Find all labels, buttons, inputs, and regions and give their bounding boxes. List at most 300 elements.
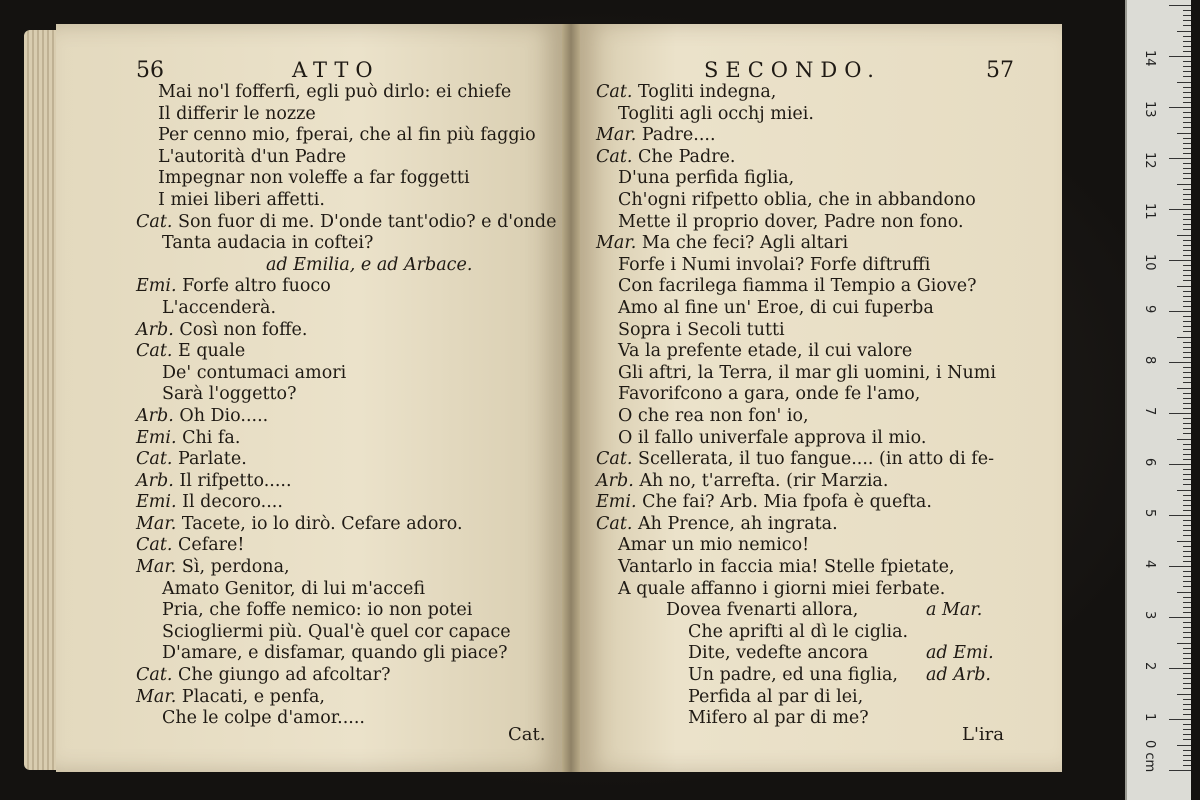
text-line <box>136 147 556 169</box>
ruler-tick <box>1183 316 1191 317</box>
ruler-tick <box>1183 46 1191 47</box>
speaker-name: Cat. <box>136 449 178 470</box>
ruler-label: 10 <box>1142 254 1157 271</box>
ruler-tick <box>1183 581 1191 582</box>
ruler-tick <box>1183 403 1191 404</box>
ruler-tick <box>1183 255 1191 256</box>
line-text: A quale affanno i giorni miei ferbate. <box>618 578 946 599</box>
text-line <box>136 255 556 277</box>
ruler-tick <box>1183 143 1191 144</box>
text-line <box>596 708 996 730</box>
ruler-tick <box>1183 525 1191 526</box>
text-line <box>136 341 556 363</box>
ruler-label: 5 <box>1142 509 1157 518</box>
ruler-tick <box>1183 153 1191 154</box>
line-text: Gli aftri, la Terra, il mar gli uomini, i Numi <box>618 362 996 383</box>
line-text: Oh Dio..... <box>179 405 269 426</box>
text-line <box>596 255 996 277</box>
ruler-tick <box>1183 551 1191 552</box>
ruler-tick <box>1183 454 1191 455</box>
ruler-tick <box>1183 561 1191 562</box>
ruler-tick <box>1183 433 1191 434</box>
ruler-tick <box>1177 286 1191 287</box>
ruler-tick <box>1183 25 1191 26</box>
ruler-tick <box>1183 265 1191 266</box>
right-running-head: SECONDO. <box>704 58 881 82</box>
ruler-tick <box>1183 229 1191 230</box>
text-line <box>136 665 556 687</box>
text-line <box>136 212 556 234</box>
ruler-tick <box>1177 439 1191 440</box>
ruler-tick <box>1183 500 1191 501</box>
ruler-tick <box>1183 484 1191 485</box>
ruler-tick <box>1183 699 1191 700</box>
ruler-tick <box>1183 122 1191 123</box>
ruler-tick <box>1183 347 1191 348</box>
ruler-tick <box>1177 235 1191 236</box>
text-line <box>136 233 556 255</box>
ruler-tick <box>1177 133 1191 134</box>
text-line <box>596 168 996 190</box>
ruler-tick <box>1183 173 1191 174</box>
text-line <box>596 384 996 406</box>
ruler-tick <box>1183 755 1191 756</box>
ruler-label: 0 cm <box>1142 740 1157 773</box>
ruler-tick <box>1183 535 1191 536</box>
ruler-tick <box>1183 138 1191 139</box>
text-line <box>136 622 556 644</box>
text-line <box>596 687 996 709</box>
line-text: De' contumaci amori <box>162 362 347 383</box>
line-text: Dovea fvenarti allora, <box>666 600 859 621</box>
ruler-tick <box>1183 199 1191 200</box>
ruler-tick <box>1177 337 1191 338</box>
ruler-tick <box>1183 632 1191 633</box>
line-text: Che le colpe d'amor..... <box>162 708 365 729</box>
ruler-tick <box>1183 245 1191 246</box>
ruler-tick <box>1177 694 1191 695</box>
ruler-tick <box>1183 321 1191 322</box>
line-text: Un padre, ed una figlia, <box>688 665 898 686</box>
ruler-tick <box>1183 459 1191 460</box>
speaker-name: Emi. <box>136 427 183 448</box>
line-text: O che rea non fon' io, <box>618 405 809 426</box>
ruler-tick <box>1169 566 1191 567</box>
ruler-tick <box>1183 306 1191 307</box>
text-line <box>596 212 996 234</box>
line-text: Son fuor di me. D'onde tant'odio? e d'onde <box>177 211 557 232</box>
text-line <box>596 276 996 298</box>
ruler-tick <box>1183 377 1191 378</box>
ruler-tick <box>1183 505 1191 506</box>
line-text: Ch'ogni rifpetto oblia, che in abbandono <box>618 189 976 210</box>
text-line <box>596 492 996 514</box>
left-running-head: ATTO <box>292 58 380 82</box>
ruler-tick <box>1183 714 1191 715</box>
ruler-tick <box>1177 643 1191 644</box>
line-text: Perfida al par di lei, <box>688 686 864 707</box>
text-line <box>596 665 996 687</box>
text-line <box>596 190 996 212</box>
ruler-tick <box>1183 688 1191 689</box>
line-text: Placati, e penfa, <box>181 686 325 707</box>
speaker-name: Emi. <box>596 492 643 513</box>
line-text: E quale <box>177 341 246 362</box>
ruler-tick <box>1183 194 1191 195</box>
ruler-tick <box>1183 367 1191 368</box>
ruler-tick <box>1183 36 1191 37</box>
ruler-tick <box>1183 418 1191 419</box>
line-text: Per cenno mio, fperai, che al fin più faggio <box>158 125 536 146</box>
ruler-tick <box>1183 597 1191 598</box>
line-text: Amar un mio nemico! <box>618 535 810 556</box>
ruler-label: 13 <box>1142 101 1157 118</box>
book-gutter <box>562 24 580 772</box>
line-text: D'una perfida figlia, <box>618 168 795 189</box>
ruler-tick <box>1169 413 1191 414</box>
ruler-tick <box>1183 408 1191 409</box>
ruler-tick <box>1169 362 1191 363</box>
speaker-name: Arb. <box>596 470 640 491</box>
text-line <box>596 535 996 557</box>
measuring-ruler <box>1125 0 1191 800</box>
text-line <box>136 168 556 190</box>
ruler-tick <box>1183 398 1191 399</box>
speaker-name: Mar. <box>136 557 182 578</box>
line-text: L'accenderà. <box>162 297 277 318</box>
line-text: Sì, perdona, <box>181 557 290 578</box>
ruler-tick <box>1183 219 1191 220</box>
ruler-label: 4 <box>1142 560 1157 569</box>
text-line <box>136 298 556 320</box>
text-line <box>596 514 996 536</box>
ruler-tick <box>1183 51 1191 52</box>
ruler-tick <box>1183 117 1191 118</box>
ruler-tick <box>1183 449 1191 450</box>
text-line <box>136 579 556 601</box>
speaker-name: Arb. <box>136 405 180 426</box>
ruler-tick <box>1183 530 1191 531</box>
line-text: Impegnar non voleffe a far foggetti <box>158 168 470 189</box>
text-line <box>136 643 556 665</box>
text-line <box>136 125 556 147</box>
ruler-tick <box>1183 357 1191 358</box>
speaker-name: Cat. <box>596 146 638 167</box>
text-line <box>136 276 556 298</box>
text-line <box>596 147 996 169</box>
ruler-tick <box>1183 71 1191 72</box>
text-line <box>596 104 996 126</box>
text-line <box>136 104 556 126</box>
right-catchword: L'ira <box>962 724 1004 745</box>
text-line <box>136 428 556 450</box>
text-line <box>136 320 556 342</box>
line-text: Parlate. <box>177 449 247 470</box>
text-line <box>136 406 556 428</box>
line-text: Tacete, io lo dirò. Cefare adoro. <box>181 513 463 534</box>
ruler-tick <box>1183 178 1191 179</box>
ruler-tick <box>1169 158 1191 159</box>
stage-direction: a Mar. <box>926 600 983 621</box>
ruler-tick <box>1183 204 1191 205</box>
ruler-tick <box>1169 260 1191 261</box>
line-text: Sarà l'oggetto? <box>162 384 297 405</box>
ruler-label: 3 <box>1142 611 1157 620</box>
ruler-tick <box>1183 326 1191 327</box>
speaker-name: Cat. <box>136 535 178 556</box>
text-line <box>136 384 556 406</box>
left-catchword: Cat. <box>508 724 546 745</box>
line-text: Chi fa. <box>182 427 241 448</box>
speaker-name: Mar. <box>136 686 182 707</box>
ruler-tick <box>1183 637 1191 638</box>
text-line <box>136 492 556 514</box>
ruler-tick <box>1183 765 1191 766</box>
left-page <box>56 24 562 772</box>
line-text: Vantarlo in faccia mia! Stelle fpietate, <box>618 557 955 578</box>
line-text: Così non foffe. <box>179 319 308 340</box>
text-line <box>596 82 996 104</box>
ruler-tick <box>1177 745 1191 746</box>
ruler-tick <box>1183 112 1191 113</box>
speaker-name: Arb. <box>136 470 180 491</box>
ruler-tick <box>1183 658 1191 659</box>
speaker-name: Emi. <box>136 276 183 297</box>
ruler-tick <box>1183 102 1191 103</box>
ruler-label: 12 <box>1142 152 1157 169</box>
ruler-tick <box>1183 495 1191 496</box>
ruler-label: 9 <box>1142 305 1157 314</box>
line-text: Che aprifti al dì le ciglia. <box>688 621 909 642</box>
ruler-tick <box>1183 750 1191 751</box>
ruler-tick <box>1183 678 1191 679</box>
line-text: Cefare! <box>177 535 245 556</box>
line-text: Va la prefente etade, il cui valore <box>618 341 913 362</box>
ruler-tick <box>1183 280 1191 281</box>
ruler-tick <box>1183 168 1191 169</box>
text-line <box>136 449 556 471</box>
ruler-tick <box>1183 189 1191 190</box>
ruler-tick <box>1177 592 1191 593</box>
speaker-name: Cat. <box>596 513 638 534</box>
ruler-tick <box>1183 275 1191 276</box>
line-text: Mette il proprio dover, Padre non fono. <box>618 211 964 232</box>
speaker-name: Arb. <box>136 319 180 340</box>
ruler-tick <box>1169 56 1191 57</box>
speaker-name: Cat. <box>136 665 178 686</box>
ruler-tick <box>1183 301 1191 302</box>
ruler-tick <box>1169 209 1191 210</box>
line-text: Amo al fine un' Eroe, di cui fuperba <box>618 297 934 318</box>
ruler-tick <box>1183 428 1191 429</box>
ruler-tick <box>1183 331 1191 332</box>
text-line <box>596 471 996 493</box>
ruler-tick <box>1183 76 1191 77</box>
ruler-tick <box>1183 546 1191 547</box>
ruler-tick <box>1183 724 1191 725</box>
ruler-tick <box>1183 683 1191 684</box>
ruler-tick <box>1183 97 1191 98</box>
line-text: Scellerata, il tuo fangue.... (in atto di fe- <box>637 449 995 470</box>
ruler-tick <box>1183 87 1191 88</box>
ruler-tick <box>1183 444 1191 445</box>
line-text: Ah Prence, ah ingrata. <box>637 513 838 534</box>
ruler-tick <box>1183 270 1191 271</box>
line-text: Sopra i Secoli tutti <box>618 319 785 340</box>
ruler-tick <box>1183 382 1191 383</box>
ruler-tick <box>1183 20 1191 21</box>
speaker-name: Mar. <box>596 233 642 254</box>
line-text: Amato Genitor, di lui m'accefi <box>162 578 425 599</box>
line-text: Che fai? Arb. Mia fpofa è quefta. <box>642 492 932 513</box>
line-text: Togliti agli occhj miei. <box>618 103 814 124</box>
ruler-tick <box>1183 760 1191 761</box>
ruler-tick <box>1183 586 1191 587</box>
ruler-tick <box>1183 127 1191 128</box>
ruler-tick <box>1183 250 1191 251</box>
ruler-tick <box>1183 163 1191 164</box>
line-text: Dite, vedefte ancora <box>688 643 869 664</box>
speaker-name: Cat. <box>136 341 178 362</box>
text-line <box>136 514 556 536</box>
line-text: D'amare, e disfamar, quando gli piace? <box>162 643 508 664</box>
text-line <box>136 363 556 385</box>
ruler-tick <box>1169 719 1191 720</box>
line-text: Il decoro.... <box>182 492 283 513</box>
line-text: Tanta audacia in coftei? <box>162 233 374 254</box>
text-line <box>596 341 996 363</box>
ruler-tick <box>1183 673 1191 674</box>
ruler-tick <box>1177 184 1191 185</box>
ruler-tick <box>1177 541 1191 542</box>
text-line <box>596 233 996 255</box>
ruler-tick <box>1183 479 1191 480</box>
text-line <box>596 579 996 601</box>
line-text: Togliti indegna, <box>637 82 777 102</box>
ruler-tick <box>1183 704 1191 705</box>
ruler-tick <box>1177 388 1191 389</box>
ruler-tick <box>1183 627 1191 628</box>
ruler-label: 2 <box>1142 662 1157 671</box>
ruler-tick <box>1183 423 1191 424</box>
stage-direction: ad Emi. <box>926 643 994 664</box>
text-line <box>596 363 996 385</box>
line-text: Favorifcono a gara, onde fe l'amo, <box>618 384 921 405</box>
speaker-name: Emi. <box>136 492 183 513</box>
speaker-name: Mar. <box>596 125 642 146</box>
line-text: Ah no, t'arrefta. (rir Marzia. <box>639 470 889 491</box>
text-line <box>136 687 556 709</box>
ruler-tick <box>1183 214 1191 215</box>
line-text: O il fallo univerfale approva il mio. <box>618 427 927 448</box>
ruler-tick <box>1177 82 1191 83</box>
ruler-tick <box>1183 224 1191 225</box>
line-text: Forfe i Numi involai? Forfe diftruffi <box>618 254 931 275</box>
ruler-tick <box>1183 612 1191 613</box>
line-text: Pria, che foffe nemico: io non potei <box>162 600 473 621</box>
line-text: Che giungo ad afcoltar? <box>177 665 391 686</box>
left-text-block <box>136 82 556 730</box>
ruler-tick <box>1183 602 1191 603</box>
ruler-tick <box>1177 490 1191 491</box>
ruler-tick <box>1183 622 1191 623</box>
line-text: Il rifpetto..... <box>179 470 292 491</box>
text-line <box>136 535 556 557</box>
text-line <box>596 557 996 579</box>
line-text: Padre.... <box>641 125 716 146</box>
ruler-tick <box>1183 556 1191 557</box>
speaker-name: Mar. <box>136 513 182 534</box>
ruler-label: 1 <box>1142 713 1157 722</box>
ruler-tick <box>1183 342 1191 343</box>
ruler-tick <box>1169 515 1191 516</box>
ruler-tick <box>1169 668 1191 669</box>
ruler-tick <box>1177 31 1191 32</box>
text-line <box>596 320 996 342</box>
text-line <box>596 622 996 644</box>
ruler-tick <box>1183 729 1191 730</box>
line-text: Forfe altro fuoco <box>182 276 331 297</box>
ruler-tick <box>1183 15 1191 16</box>
text-line <box>136 557 556 579</box>
speaker-name: Cat. <box>136 211 178 232</box>
ruler-tick <box>1183 291 1191 292</box>
ruler-tick <box>1169 617 1191 618</box>
ruler-label: 11 <box>1142 203 1157 220</box>
text-line <box>596 298 996 320</box>
right-page-number: 57 <box>986 58 1014 83</box>
text-line <box>136 82 556 104</box>
ruler-tick <box>1183 393 1191 394</box>
text-line <box>136 708 556 730</box>
ruler-label: 14 <box>1142 50 1157 67</box>
ruler-tick <box>1169 311 1191 312</box>
text-line <box>136 600 556 622</box>
line-text: I miei liberi affetti. <box>158 189 325 210</box>
ruler-tick <box>1183 10 1191 11</box>
ruler-tick <box>1183 653 1191 654</box>
left-page-number: 56 <box>136 58 164 83</box>
ruler-tick <box>1183 648 1191 649</box>
ruler-label: 6 <box>1142 458 1157 467</box>
stage-direction: ad Arb. <box>926 665 991 686</box>
ruler-tick <box>1169 5 1191 6</box>
line-text: Sciogliermi più. Qual'è quel cor capace <box>162 621 511 642</box>
text-line <box>596 643 996 665</box>
text-line <box>596 428 996 450</box>
line-text: ad Emilia, e ad Arbace. <box>266 254 473 275</box>
ruler-tick <box>1183 510 1191 511</box>
ruler-tick <box>1183 92 1191 93</box>
line-text: Il differir le nozze <box>158 103 316 124</box>
text-line <box>136 471 556 493</box>
ruler-tick <box>1183 571 1191 572</box>
text-line <box>596 406 996 428</box>
ruler-tick <box>1183 296 1191 297</box>
ruler-tick <box>1169 770 1191 771</box>
ruler-tick <box>1183 61 1191 62</box>
speaker-name: Cat. <box>596 449 638 470</box>
ruler-label: 7 <box>1142 407 1157 416</box>
text-line <box>596 125 996 147</box>
line-text: Mai no'l fofferfi, egli può dirlo: ei chiefe <box>158 82 512 102</box>
ruler-tick <box>1183 469 1191 470</box>
speaker-name: Cat. <box>596 82 638 102</box>
ruler-tick <box>1169 464 1191 465</box>
ruler-tick <box>1169 107 1191 108</box>
line-text: L'autorità d'un Padre <box>158 146 347 167</box>
ruler-tick <box>1183 372 1191 373</box>
